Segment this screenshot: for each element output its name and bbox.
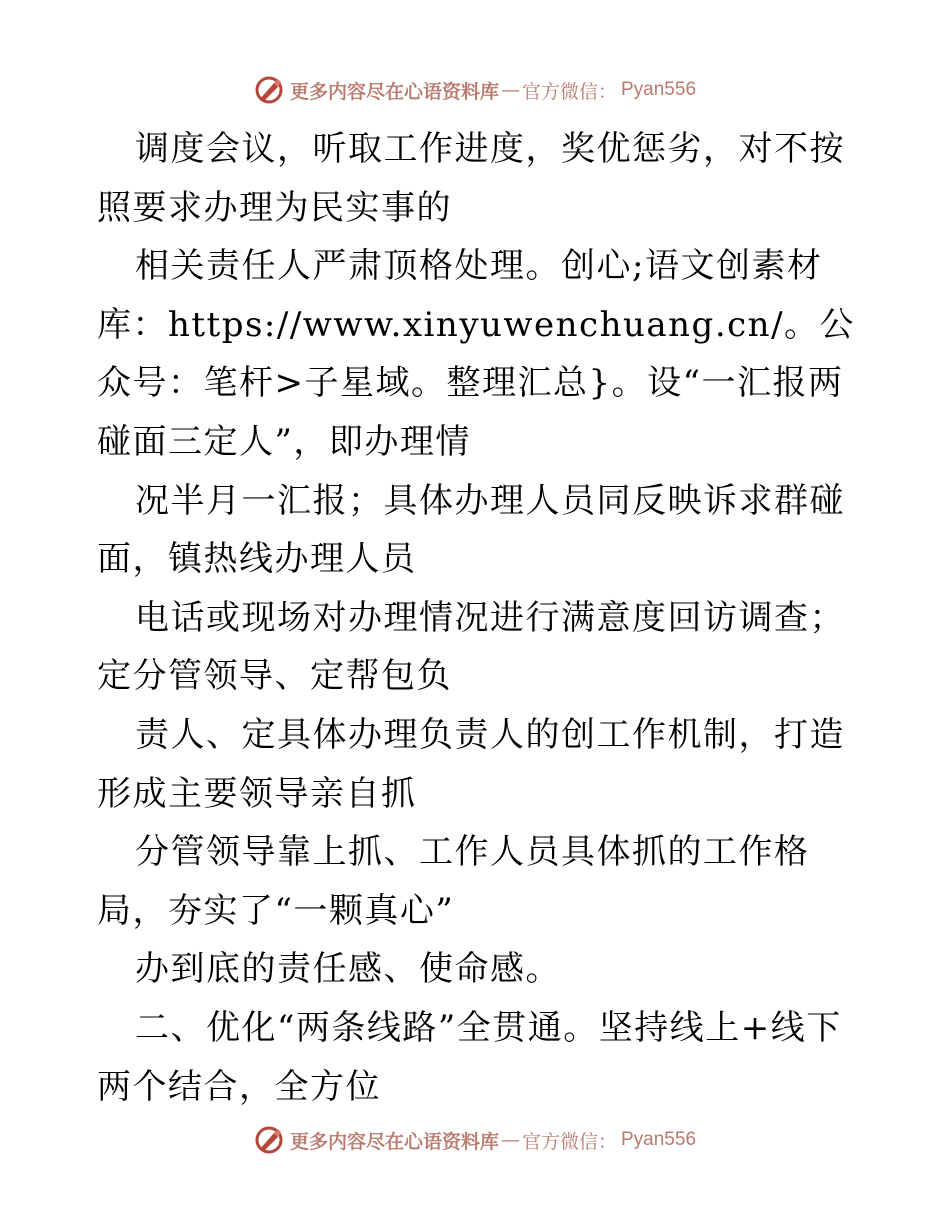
paragraph-4: 电话或现场对办理情况进行满意度回访调查；定分管领导、定帮包负 — [97, 597, 845, 697]
paragraph-2: 相关责任人严肃顶格处理。创心;语文创素材库：https://www.xinyuwenchuang.cn/。公众号：笔杆>子星域。整理汇总}。设“一汇报两碰面三定人”，即办理情 — [97, 246, 856, 462]
watermark-brand-text: 更多内容尽在心语资料库 — [289, 1130, 499, 1153]
paragraph-3: 况半月一汇报；具体办理人员同反映诉求群碰面，镇热线办理人员 — [97, 480, 845, 580]
paragraph-1: 调度会议，听取工作进度，奖优惩劣，对不按照要求办理为民实事的 — [97, 129, 845, 228]
paragraph-8: 二、优化“两条线路”全贯通。坚持线上+线下两个结合，全方位 — [97, 1007, 842, 1107]
watermark-id: Pyan556 — [621, 79, 697, 100]
watermark-id: Pyan556 — [621, 1129, 697, 1150]
pen-logo-icon — [254, 1125, 284, 1155]
watermark-brand-text: 更多内容尽在心语资料库 — [289, 80, 499, 103]
paragraph-7: 办到底的责任感、使命感。 — [135, 949, 561, 990]
watermark-label: 官方微信： — [521, 1130, 617, 1153]
watermark-label: 官方微信： — [521, 80, 617, 103]
watermark-dash: — — [500, 1129, 520, 1151]
pen-logo-icon — [254, 75, 284, 105]
footer-watermark — [0, 1120, 950, 1160]
document-body — [97, 120, 857, 1116]
header-watermark — [0, 70, 950, 110]
watermark-dash: — — [500, 79, 520, 101]
paragraph-5: 责人、定具体办理负责人的创工作机制，打造形成主要领导亲自抓 — [97, 714, 845, 814]
paragraph-6: 分管领导靠上抓、工作人员具体抓的工作格局，夯实了“一颗真心” — [97, 832, 810, 931]
